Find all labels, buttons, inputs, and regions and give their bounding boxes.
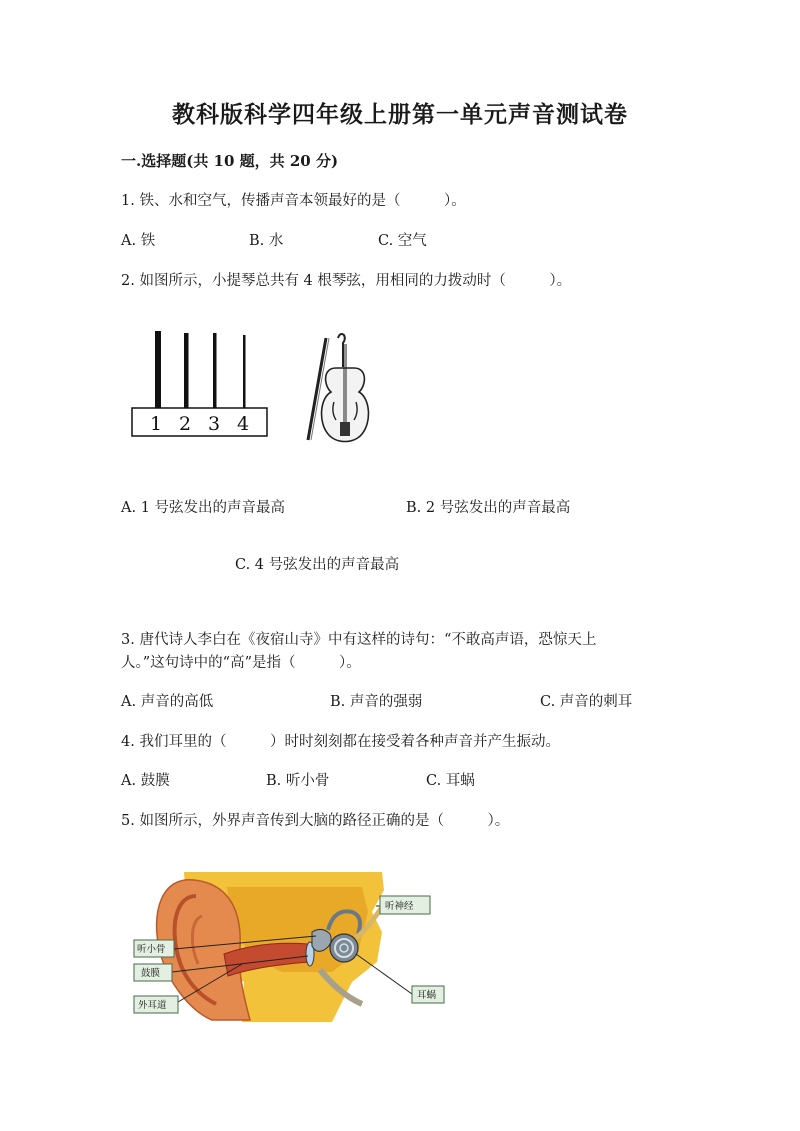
- question-2-option-b: B. 2 号弦发出的声音最高: [406, 500, 571, 516]
- question-1-stem: 1. 铁、水和空气，传播声音本领最好的是（ ）。: [121, 193, 466, 209]
- section-heading: 一.选择题(共 10 题，共 20 分): [121, 152, 339, 170]
- violin-tailpiece: [340, 422, 350, 436]
- question-4-option-a: A. 鼓膜: [121, 773, 170, 789]
- question-5-stem: 5. 如图所示，外界声音传到大脑的路径正确的是（ ）。: [121, 813, 510, 829]
- string-1: [155, 331, 161, 408]
- ear-diagram: [132, 872, 447, 1022]
- label-cochlea: 耳蜗: [417, 990, 437, 1001]
- violin-picture: [298, 330, 373, 448]
- page-title: 教科版科学四年级上册第一单元声音测试卷: [172, 101, 628, 128]
- string-label-1: 1: [150, 413, 163, 435]
- question-1-option-c: C. 空气: [378, 233, 427, 249]
- question-1-option-b: B. 水: [249, 233, 284, 249]
- question-4-stem: 4. 我们耳里的（ ）时时刻刻都在接受着各种声音并产生振动。: [121, 734, 560, 750]
- question-1-option-a: A. 铁: [121, 233, 156, 249]
- string-label-4: 4: [237, 413, 250, 435]
- label-eardrum: 鼓膜: [141, 968, 161, 979]
- string-2: [184, 333, 189, 408]
- string-diagram: [128, 326, 273, 441]
- question-2-option-a: A. 1 号弦发出的声音最高: [121, 500, 286, 516]
- label-ear-canal: 外耳道: [138, 1000, 167, 1011]
- question-3-stem-line-1: 3. 唐代诗人李白在《夜宿山寺》中有这样的诗句：“不敢高声语，恐惊天上: [121, 632, 597, 648]
- string-label-3: 3: [208, 413, 221, 435]
- question-3-option-a: A. 声音的高低: [121, 694, 214, 710]
- string-4: [243, 335, 246, 408]
- question-4-option-b: B. 听小骨: [266, 773, 330, 789]
- string-3: [213, 333, 217, 408]
- string-label-2: 2: [179, 413, 192, 435]
- question-2-stem: 2. 如图所示，小提琴总共有 4 根琴弦，用相同的力拨动时（ ）。: [121, 273, 572, 289]
- question-4-option-c: C. 耳蜗: [426, 773, 475, 789]
- question-3-stem-line-2: 人。”这句诗中的“高”是指（ ）。: [121, 655, 361, 671]
- question-3-option-c: C. 声音的刺耳: [540, 694, 633, 710]
- label-ossicles: 听小骨: [137, 944, 166, 955]
- question-3-option-b: B. 声音的强弱: [330, 694, 423, 710]
- question-2-option-c: C. 4 号弦发出的声音最高: [235, 557, 400, 573]
- label-auditory-nerve: 听神经: [385, 901, 414, 912]
